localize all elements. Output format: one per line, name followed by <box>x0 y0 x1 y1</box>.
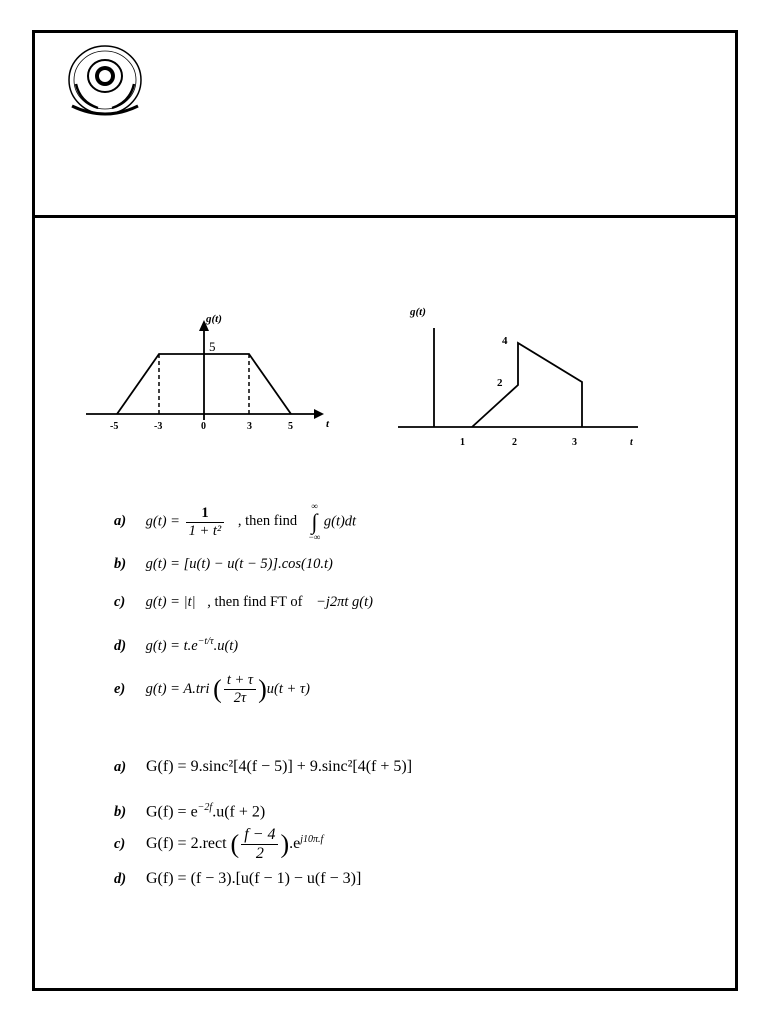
fraction <box>186 505 225 540</box>
equation-base: G(f) = e <box>146 803 198 821</box>
integral-upper: ∞ <box>311 501 318 511</box>
equation-lhs: g(t) = |t| <box>145 594 196 610</box>
fraction-denominator: 2τ <box>233 690 247 706</box>
piecewise-signal <box>472 343 582 427</box>
fraction-denominator: 1 + t² <box>188 522 222 539</box>
equation-lhs: G(f) = 2.rect <box>146 835 227 853</box>
tick-label: 1 <box>460 437 465 448</box>
problem-label: a) <box>114 513 127 530</box>
problem-2c: c) G(f) = 2.rect ( $\frac{f - 4}{2}$ )$.e^{j10\pi.f}$ <box>114 826 324 862</box>
equation: g(t) = [u(t) − u(t − 5)].cos(10.t) <box>145 556 333 572</box>
equation: G(f) = 9.sinc²[4(f − 5)] + 9.sinc²[4(f + 5)] <box>146 758 413 775</box>
y-axis-label: g(t) <box>410 306 426 318</box>
integral: ∞ ∫ −∞ <box>308 501 321 542</box>
equation-tail: .u(f + 2) <box>212 803 266 821</box>
tick-label: -5 <box>110 421 119 432</box>
tick-label: 3 <box>572 437 577 448</box>
problem-2a <box>114 758 412 776</box>
integral-lower: −∞ <box>308 532 321 542</box>
x-axis-label: t <box>630 437 633 448</box>
problem-label: c) <box>114 836 126 853</box>
problem-label: c) <box>114 594 126 610</box>
y-axis-label: g(t) <box>206 313 222 325</box>
problem-label: d) <box>114 637 127 654</box>
fraction-numerator: f − 4 <box>241 826 278 845</box>
fraction <box>241 826 278 863</box>
equation-base: g(t) = t.e <box>145 637 198 654</box>
x-axis-label: t <box>326 418 330 430</box>
equation-lhs: g(t) = A.tri <box>145 680 210 697</box>
tick-label: 5 <box>288 421 293 432</box>
equation-tail: .u(t) <box>213 637 239 654</box>
fraction-numerator: t + τ <box>224 672 256 690</box>
problem-2b <box>114 802 265 821</box>
instruction-text: , then find <box>237 513 298 530</box>
fraction-numerator: 1 <box>186 505 225 523</box>
institution-seal-icon <box>66 44 144 120</box>
equation-rhs: −j2πt g(t) <box>316 594 373 610</box>
tick-label: -3 <box>154 421 163 432</box>
level-label: 5 <box>209 339 216 354</box>
tick-label: 0 <box>201 421 206 432</box>
problem-1c <box>114 594 373 611</box>
problem-label: b) <box>114 556 127 572</box>
problem-label: b) <box>114 804 127 821</box>
fraction <box>224 672 256 707</box>
instruction-text: , then find FT of <box>207 594 303 610</box>
problem-1b <box>114 556 333 573</box>
problem-1d <box>114 636 238 655</box>
graph-trapezoid <box>84 308 344 438</box>
problem-2d <box>114 870 361 888</box>
equation-tail: u(t + τ) <box>266 680 310 697</box>
level-label-4: 4 <box>502 335 508 347</box>
equation-lhs: g(t) = <box>145 513 180 530</box>
tick-label: 2 <box>512 437 517 448</box>
problem-1e: e) g(t) = A.tri ( $\frac{t + \tau}{2\tau}$ )u(t + τ) <box>114 672 310 706</box>
x-axis-arrow <box>314 409 324 419</box>
integrand: g(t)dt <box>323 513 357 530</box>
exponent: j10π.f <box>300 833 324 845</box>
exponent: −2f <box>197 802 213 813</box>
exponent: −t/τ <box>197 636 214 647</box>
problem-label: e) <box>114 680 126 697</box>
tick-label: 3 <box>247 421 252 432</box>
header-divider <box>32 215 738 218</box>
problem-label: d) <box>114 871 127 887</box>
fraction-denominator: 2 <box>255 845 264 862</box>
problem-label: a) <box>114 759 127 775</box>
problem-1a <box>114 502 356 542</box>
graph-piecewise <box>392 300 652 450</box>
equation-tail: .e <box>289 835 301 853</box>
equation: G(f) = (f − 3).[u(f − 1) − u(f − 3)] <box>146 870 362 887</box>
level-label-2: 2 <box>497 377 503 389</box>
